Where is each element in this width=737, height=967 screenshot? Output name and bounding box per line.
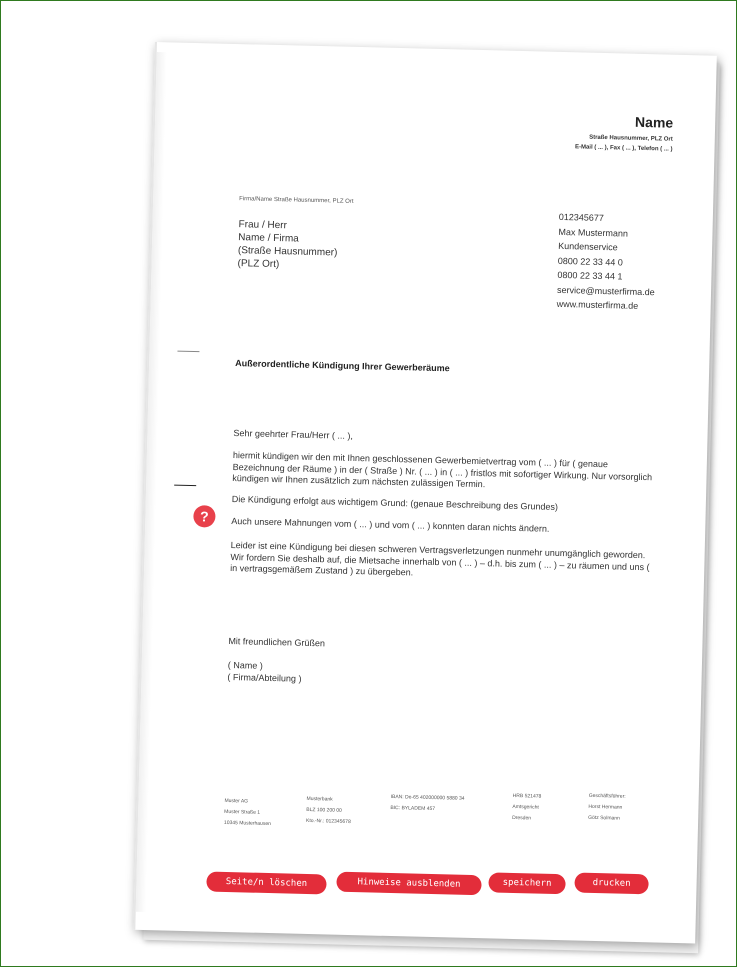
info-icon[interactable]: ? (193, 505, 216, 528)
letter-subject: Außerordentliche Kündigung Ihrer Gewerberäume (235, 358, 450, 374)
return-address-line: Firma/Name Straße Hausnummer, PLZ Ort (239, 196, 354, 205)
punch-mark (174, 485, 196, 487)
footer-line: Muster Straße 1 (224, 808, 261, 816)
footer-register (512, 791, 541, 825)
contact-department: Kundenservice (558, 240, 618, 253)
footer-line: Muster AG (224, 797, 249, 805)
sender-address: Straße Hausnummer, PLZ Ort (589, 134, 673, 143)
footer-line: Dresden (512, 814, 532, 822)
footer-management (588, 791, 626, 825)
footer-line: Horst Hermann (588, 803, 623, 811)
signature-department: ( Firma/Abteilung ) (227, 671, 302, 684)
signature-name: ( Name ) (227, 659, 263, 671)
footer-line: Götz Solmann (588, 814, 620, 822)
contact-fax: 0800 22 33 44 1 (557, 269, 623, 282)
footer-line: Musterbank (306, 795, 333, 803)
body-paragraph: hiermit kündigen wir den mit Ihnen geschlossenen Gewerbemietvertrag vom ( ... ) für ( genaue Bezeichnung der Räume ) in der ( Straße ) Nr. ( ... ) in ( ... ) fristlos mit sofortiger Wirkung. Nur vorsorglich kündigen wir Ihnen zusätzlich zum nächsten zulässigen Termin. (232, 450, 653, 490)
body-paragraph: Leider ist eine Kündigung bei diesen schweren Vertragsverletzungen nunmehr unumgänglich geworden. Wir fordern Sie deshalb auf, die Mietsache innerhalb von ( ... ) – d.h. bis zum ( ... ) – zu räumen und uns ( in vertragsgemäßem Zustand ) zu übergeben. (230, 540, 650, 578)
contact-block (557, 210, 657, 314)
recipient-line: Name / Firma (238, 232, 299, 245)
delete-pages-button[interactable]: Seite/n löschen (206, 872, 326, 895)
footer-line: IBAN: De-65 402000000 5880 34 (390, 793, 465, 802)
footer-line: Amtsgericht (512, 803, 539, 811)
footer-bank (306, 794, 352, 828)
contact-web: www.musterfirma.de (556, 298, 639, 311)
sender-name: Name (634, 113, 674, 131)
recipient-line: Frau / Herr (238, 219, 288, 232)
body-paragraph: Die Kündigung erfolgt aus wichtigem Grund: (genaue Beschreibung des Grundes) (231, 494, 559, 512)
save-button[interactable]: speichern (488, 872, 565, 894)
print-button[interactable]: drucken (574, 873, 648, 895)
contact-person: Max Mustermann (558, 226, 629, 239)
sender-contact: E-Mail ( ... ), Fax ( ... ), Telefon ( ... ) (574, 144, 673, 153)
recipient-line: (PLZ Ort) (237, 258, 280, 271)
footer-iban (390, 792, 464, 816)
fold-mark (177, 351, 199, 353)
footer-line: BLZ 100 200 00 (306, 806, 342, 814)
recipient-address (237, 218, 338, 272)
hide-hints-button[interactable]: Hinweise ausblenden (336, 872, 481, 896)
footer-line: Geschäftsführer: (588, 792, 626, 800)
contact-phone: 0800 22 33 44 0 (557, 255, 623, 267)
footer-line: BIC: BYLADEM 457 (390, 804, 436, 813)
footer-line: HRB 521478 (512, 792, 542, 800)
letter-page (133, 42, 717, 943)
salutation: Sehr geehrter Frau/Herr ( ... ), (233, 428, 354, 441)
contact-number: 012345677 (558, 211, 605, 224)
contact-email: service@musterfirma.de (556, 284, 655, 297)
recipient-line: (Straße Hausnummer) (237, 245, 338, 259)
footer-line: 10345 Musterhausen (223, 819, 271, 828)
footer-company (224, 796, 272, 830)
closing: Mit freundlichen Grüßen (228, 635, 326, 649)
body-paragraph: Auch unsere Mahnungen vom ( ... ) und vom ( ... ) konnten daran nichts ändern. (231, 516, 550, 534)
footer-line: Kto.-Nr.: 012345678 (305, 817, 351, 826)
